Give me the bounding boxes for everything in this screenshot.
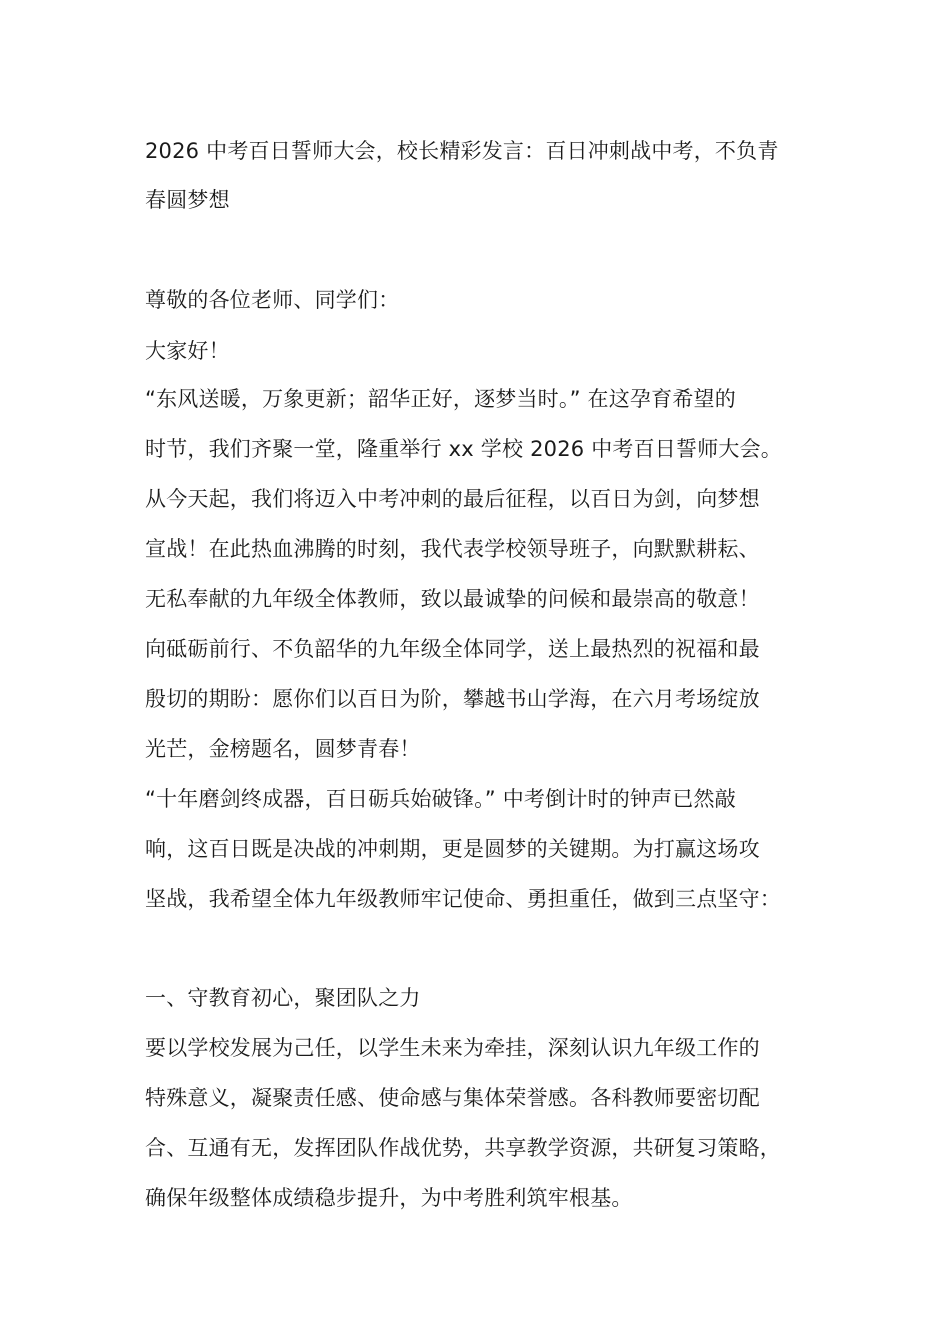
document-title-line-2: 春圆梦想: [145, 188, 230, 212]
paragraph-1-line: 无私奉献的九年级全体教师，致以最诚挚的问候和最崇高的敬意！: [145, 587, 760, 611]
paragraph-1-line: 光芒，金榜题名，圆梦青春！: [145, 737, 421, 761]
document-title-line-1: 2026 中考百日誓师大会，校长精彩发言：百日冲刺战中考，不负青: [145, 139, 779, 163]
section-1-line: 要以学校发展为己任，以学生未来为牵挂，深刻认识九年级工作的: [145, 1036, 760, 1060]
paragraph-1-line: 向砥砺前行、不负韶华的九年级全体同学，送上最热烈的祝福和最: [145, 637, 760, 661]
section-1-line: 特殊意义，凝聚责任感、使命感与集体荣誉感。各科教师要密切配: [145, 1086, 760, 1110]
paragraph-1-line: “东风送暖，万象更新；韶华正好，逐梦当时。” 在这孕育希望的: [145, 387, 736, 411]
section-1-heading: 一、守教育初心，聚团队之力: [145, 986, 421, 1010]
paragraph-2-line: “十年磨剑终成器，百日砺兵始破锋。” 中考倒计时的钟声已然敲: [145, 787, 736, 811]
paragraph-2-line: 坚战，我希望全体九年级教师牢记使命、勇担重任，做到三点坚守：: [145, 887, 781, 911]
paragraph-1-line: 从今天起，我们将迈入中考冲刺的最后征程，以百日为剑，向梦想: [145, 487, 760, 511]
section-1-line: 合、互通有无，发挥团队作战优势，共享教学资源，共研复习策略，: [145, 1136, 781, 1160]
paragraph-1-line: 宣战！在此热血沸腾的时刻，我代表学校领导班子，向默默耕耘、: [145, 537, 760, 561]
section-1-line: 确保年级整体成绩稳步提升，为中考胜利筑牢根基。: [145, 1186, 633, 1210]
paragraph-2-line: 响，这百日既是决战的冲刺期，更是圆梦的关键期。为打赢这场攻: [145, 837, 760, 861]
paragraph-1-line: 时节，我们齐聚一堂，隆重举行 xx 学校 2026 中考百日誓师大会。: [145, 437, 782, 461]
paragraph-1-line: 殷切的期盼：愿你们以百日为阶，攀越书山学海，在六月考场绽放: [145, 687, 760, 711]
greeting: 大家好！: [145, 339, 230, 363]
salutation: 尊敬的各位老师、同学们：: [145, 288, 400, 312]
